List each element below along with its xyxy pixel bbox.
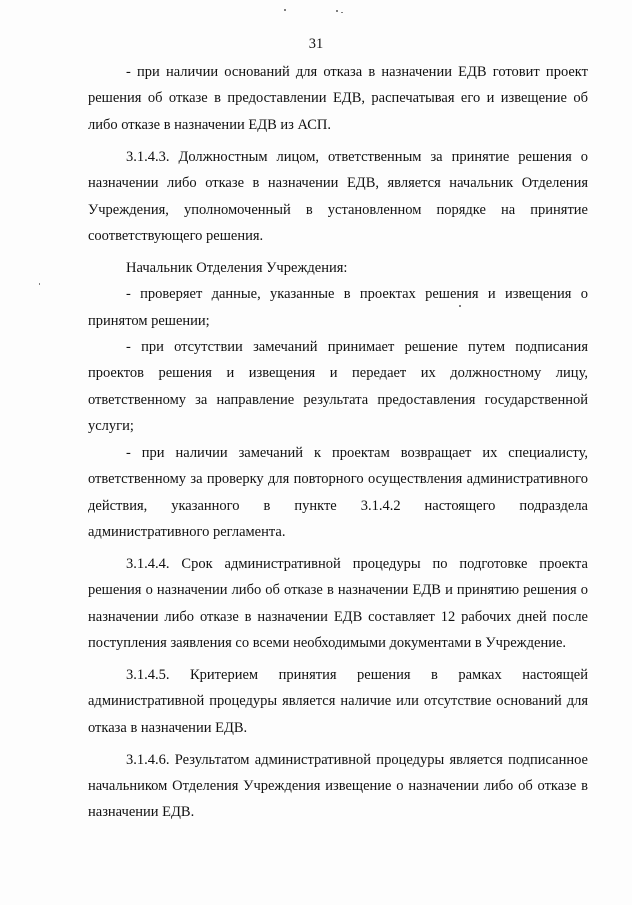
- paragraph-3-1-4-5: 3.1.4.5. Критерием принятия решения в рамках настоящей административной процедуры является наличие или отсутствие оснований для отказа в назначении ЕДВ.: [88, 666, 588, 736]
- paragraph-asp-refusal: - при наличии оснований для отказа в назначении ЕДВ готовит проект решения об отказе в предоставлении ЕДВ, распечатывая его и извещение об либо отказе в назначении ЕДВ из АСП.: [88, 64, 588, 133]
- scan-speck: [284, 9, 286, 11]
- paragraph-checks-data: - проверяет данные, указанные в проектах решения и извещения о принятом решении;: [88, 286, 588, 329]
- paragraph-3-1-4-6: 3.1.4.6. Результатом административной процедуры является подписанное начальником Отделения Учреждения извещение о назначении либо об отказе в назначении ЕДВ.: [88, 751, 588, 821]
- paragraph-3-1-4-4: 3.1.4.4. Срок административной процедуры по подготовке проекта решения о назначении либо об отказе в назначении ЕДВ и принятию решения о назначении либо отказе в назначении ЕДВ составляет 12 рабочих дней после поступления заявления со всеми необходимыми документами в Учреждение.: [88, 555, 588, 652]
- page-number: 31: [308, 36, 324, 52]
- scan-speck: [336, 10, 338, 12]
- paragraph-3-1-4-3: 3.1.4.3. Должностным лицом, ответственным за принятие решения о назначении либо отказе в назначении ЕДВ, является начальник Отделения Учреждения, уполномоченный в установленном порядке на принятие соответствующего решения.: [88, 148, 588, 244]
- scan-speck: [39, 283, 40, 285]
- scan-speck: [341, 12, 343, 13]
- document-body: [88, 59, 588, 826]
- paragraph-head-of-branch: Начальник Отделения Учреждения:: [126, 259, 348, 276]
- paragraph-no-remarks: - при отсутствии замечаний принимает решение путем подписания проектов решения и извещения и передает их должностному лицу, ответственному за направление результата предоставления государственной услуги;: [88, 339, 588, 435]
- paragraph-with-remarks: - при наличии замечаний к проектам возвращает их специалисту, ответственному за проверку для повторного осуществления административного действия, указанного в пункте 3.1.4.2 настоящего подраздела административного регламента.: [88, 444, 588, 540]
